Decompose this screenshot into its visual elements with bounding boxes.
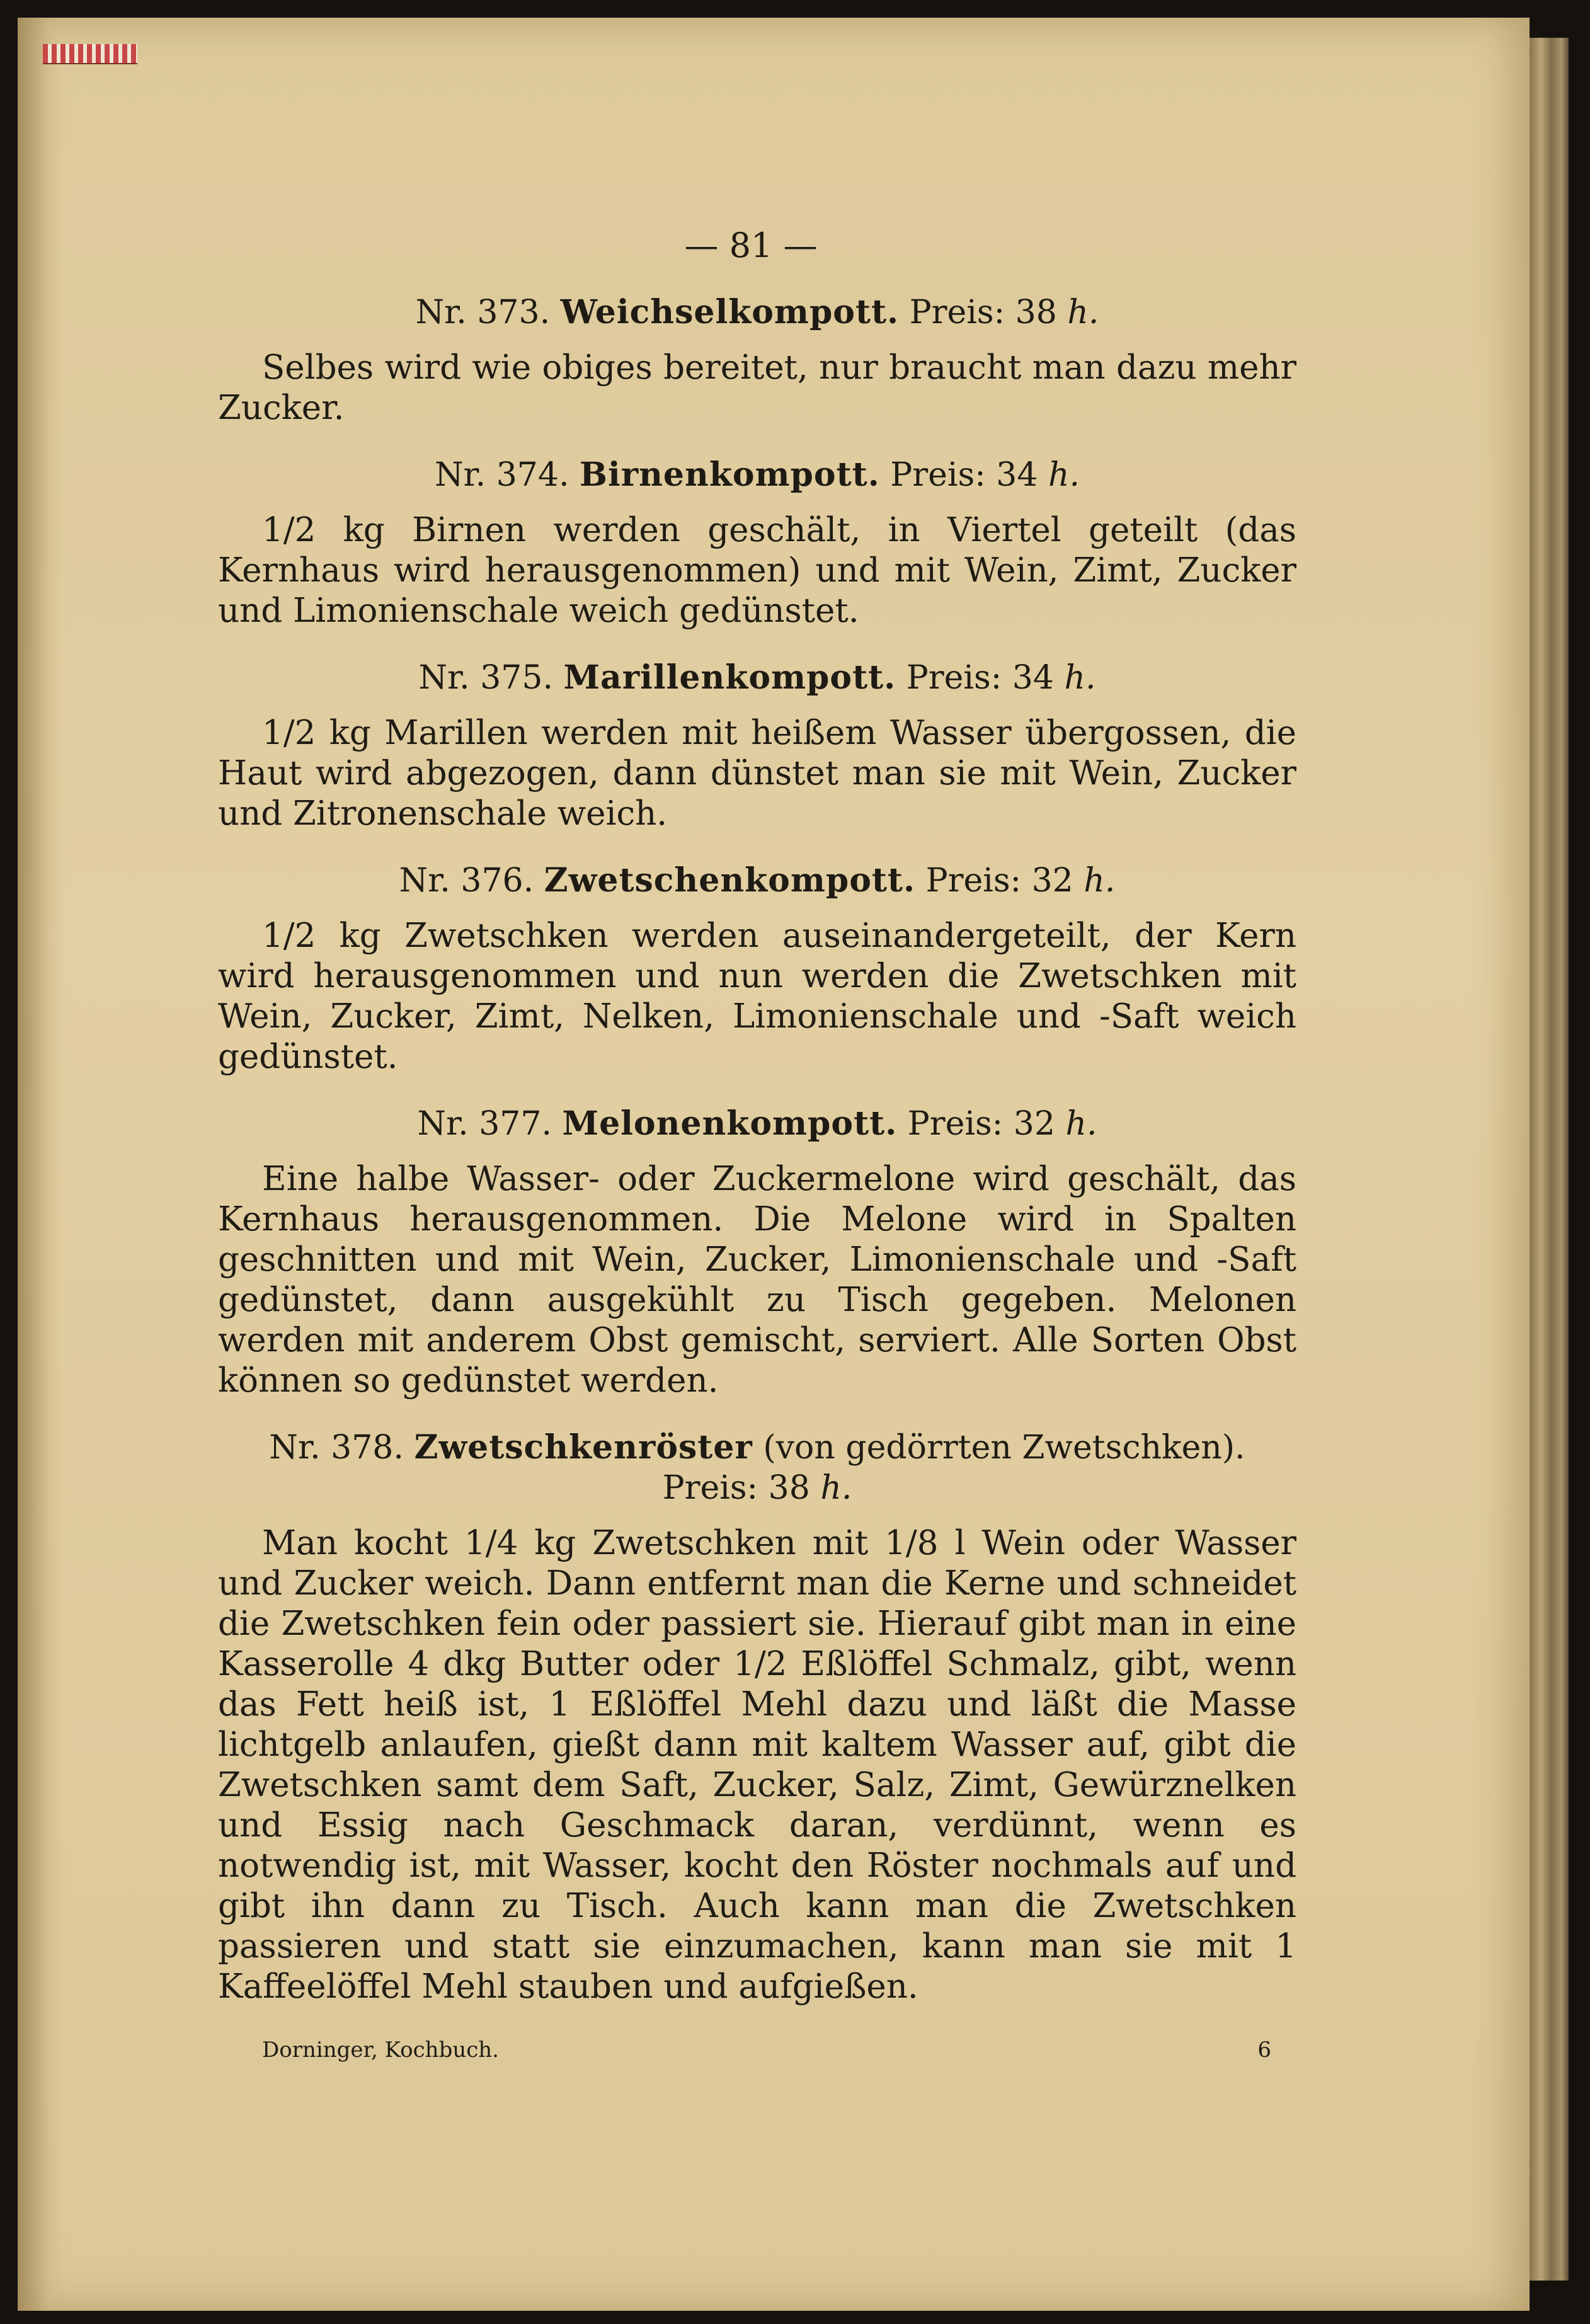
recipe-name: Weichselkompott. (560, 293, 900, 331)
recipe-subtitle: (von gedörrten Zwetschken). (763, 1429, 1245, 1467)
price-value: 34 (996, 456, 1038, 494)
recipe-heading (218, 1428, 1296, 1508)
price-unit: h. (1065, 1105, 1097, 1143)
recipe-text: Man kocht 1/4 kg Zwetschken mit 1/8 l Wein oder Wasser und Zucker weich. Dann entfernt man die Kerne und schneidet die Zwetschken fein oder passiert sie. Hierauf gibt man in eine Kasserolle 4 dkg Butter oder 1/2 Eßlöffel Schmalz, gibt, wenn das Fett heiß ist, 1 Eßlöffel Mehl dazu und läßt die Masse lichtgelb anlaufen, gießt dann mit kaltem Wasser auf, gibt die Zwetschken samt dem Saft, Zucker, Salz, Zimt, Gewürznelken und Essig nach Geschmack daran, verdünnt, wenn es notwendig ist, mit Wasser, kocht den Röster nochmals auf und gibt ihn dann zu Tisch. Auch kann man die Zwetschken passieren und statt sie einzumachen, kann man sie mit 1 Kaffeelöffel Mehl stauben und aufgießen. (218, 1524, 1296, 2006)
recipe-name: Birnenkompott. (580, 455, 880, 494)
price-value: 32 (1031, 862, 1073, 900)
recipe-name: Zwetschenkompott. (544, 861, 916, 900)
recipe-name: Zwetschkenröster (414, 1428, 753, 1467)
price-label: Preis: (907, 1105, 1004, 1143)
price-value: 32 (1013, 1105, 1055, 1143)
price-value: 38 (768, 1469, 810, 1507)
price-label: Preis: (909, 294, 1005, 331)
price-unit: h. (1084, 862, 1116, 900)
footer-author-title: Dorninger, Kochbuch. (262, 2037, 499, 2063)
recipe-heading (218, 1104, 1296, 1144)
page-content (218, 226, 1296, 2070)
recipe-number: Nr. 376. (399, 862, 534, 900)
recipe-heading (218, 658, 1296, 698)
recipe-number: Nr. 378. (269, 1429, 404, 1467)
recipe-text: Eine halbe Wasser- oder Zuckermelone wird geschält, das Kernhaus herausgenommen. Die Melone wird in Spalten geschnitten und mit Wein, Zucker, Limonienschale und -Saft gedünstet, dann ausgekühlt zu Tisch gegeben. Melonen werden mit anderem Obst gemischt, serviert. Alle Sorten Obst können so gedünstet werden. (218, 1160, 1296, 1400)
page-number: — 81 — (684, 226, 818, 265)
price-label: Preis: (662, 1469, 758, 1507)
recipe-number: Nr. 373. (415, 294, 551, 331)
price-unit: h. (1064, 659, 1096, 697)
recipe-text: 1/2 kg Zwetschken werden auseinandergeteilt, der Kern wird herausgenommen und nun werden die Zwetschken mit Wein, Zucker, Zimt, Nelken, Limonienschale und -Saft weich gedünstet. (218, 917, 1296, 1076)
bookmark-ribbon (43, 44, 137, 64)
recipe-text: 1/2 kg Marillen werden mit heißem Wasser übergossen, die Haut wird abgezogen, dann dünstet man sie mit Wein, Zucker und Zitronenschale weich. (218, 714, 1296, 833)
recipe-text: 1/2 kg Birnen werden geschält, in Viertel geteilt (das Kernhaus wird herausgenommen) und mit Wein, Zimt, Zucker und Limonienschale weich gedünstet. (218, 511, 1296, 630)
recipe-name: Melonenkompott. (562, 1104, 898, 1143)
price-value: 38 (1015, 294, 1057, 331)
recipe-number: Nr. 377. (417, 1105, 552, 1143)
page-footer (218, 2030, 1296, 2070)
price-unit: h. (1067, 294, 1099, 331)
price-label: Preis: (925, 862, 1022, 900)
recipe-number: Nr. 375. (418, 659, 553, 697)
price-unit: h. (1048, 456, 1080, 494)
recipe-heading (218, 861, 1296, 901)
recipe-name: Marillenkompott. (563, 658, 896, 697)
price-value: 34 (1012, 659, 1054, 697)
recipe-heading (218, 292, 1296, 333)
recipe-text: Selbes wird wie obiges bereitet, nur braucht man dazu mehr Zucker. (218, 348, 1296, 427)
book-page (18, 18, 1530, 2311)
footer-signature: 6 (1257, 2037, 1271, 2063)
price-unit: h. (820, 1469, 852, 1507)
recipe-number: Nr. 374. (435, 456, 569, 494)
price-label: Preis: (906, 659, 1002, 697)
page-gutter (18, 18, 62, 2311)
price-label: Preis: (890, 456, 986, 494)
recipe-heading (218, 455, 1296, 495)
